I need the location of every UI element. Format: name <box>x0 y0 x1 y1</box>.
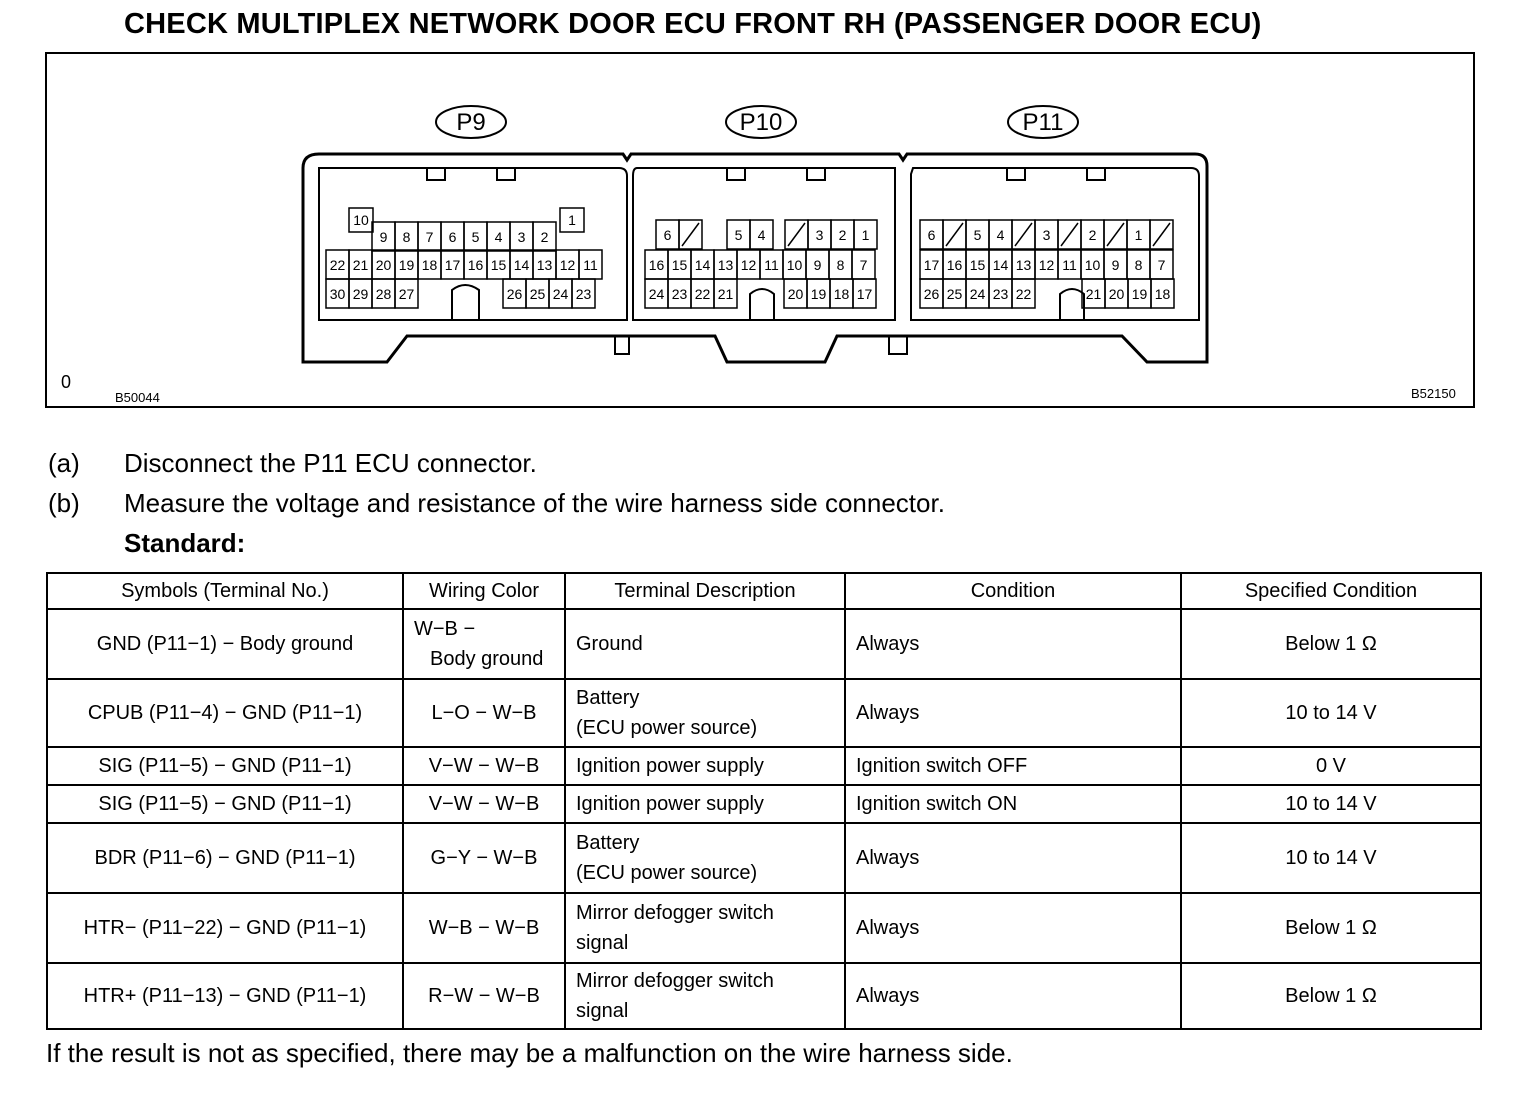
pin-number: 5 <box>471 229 480 245</box>
pin-number: 9 <box>1111 257 1120 273</box>
pin-number: 11 <box>764 257 779 273</box>
cell-wiring-color-line: G−Y − W−B <box>430 847 538 869</box>
cell-wiring-color-line: W−B − W−B <box>428 917 540 939</box>
cell-symbol <box>47 747 403 785</box>
cell-wiring-color-line: W−B − <box>414 618 476 640</box>
cell-terminal-description-line: Ignition power supply <box>576 755 764 777</box>
pin-number: 15 <box>490 257 507 273</box>
cell-specified-condition <box>1181 747 1481 785</box>
pin-number: 2 <box>540 229 549 245</box>
table-row <box>47 609 1481 679</box>
pin-number: 15 <box>671 257 688 273</box>
cell-terminal-description-line: Ignition power supply <box>576 793 764 815</box>
connector-drawing <box>47 54 1477 410</box>
pin-number: 18 <box>833 286 850 302</box>
pin-number: 21 <box>1085 286 1102 302</box>
cell-symbol-line: HTR− (P11−22) − GND (P11−1) <box>83 917 367 939</box>
cell-terminal-description <box>565 747 845 785</box>
cell-terminal-description-line: Ground <box>576 633 643 655</box>
pin-number: 19 <box>1131 286 1148 302</box>
figure-code-left: B50044 <box>115 390 160 405</box>
pin-number: 16 <box>648 257 665 273</box>
cell-wiring-color-line: V−W − W−B <box>428 793 540 815</box>
pin-number: 2 <box>838 227 847 243</box>
cell-condition <box>845 963 1181 1029</box>
table-row <box>47 679 1481 747</box>
pin-number: 22 <box>329 257 346 273</box>
cell-condition-line: Always <box>856 633 920 655</box>
pin-number: 13 <box>1015 257 1032 273</box>
pin-number: 1 <box>1134 227 1143 243</box>
cell-condition-line: Always <box>856 702 920 724</box>
pin-number: 22 <box>1015 286 1032 302</box>
pin-number: 11 <box>1062 257 1077 273</box>
cell-symbol-line: SIG (P11−5) − GND (P11−1) <box>98 755 352 777</box>
pin-number: 24 <box>552 286 569 302</box>
cell-specified-condition-line: 10 to 14 V <box>1285 793 1377 815</box>
pin-number: 19 <box>810 286 827 302</box>
pin-number: 13 <box>717 257 734 273</box>
cell-terminal-description <box>565 785 845 823</box>
empty-cavity-mark <box>1061 223 1078 246</box>
pin-number: 6 <box>448 229 457 245</box>
cell-specified-condition <box>1181 609 1481 679</box>
pin-number: 9 <box>379 229 388 245</box>
pin-number: 6 <box>927 227 936 243</box>
pin-number: 11 <box>583 257 598 273</box>
pin-number: 18 <box>421 257 438 273</box>
pin-number: 21 <box>352 257 369 273</box>
step-text: Measure the voltage and resistance of the wire harness side connector. <box>124 488 945 518</box>
cell-specified-condition <box>1181 785 1481 823</box>
cell-terminal-description-line: Mirror defogger switch <box>576 902 774 924</box>
column-header: Wiring Color <box>403 573 565 609</box>
connector-labels <box>436 106 1078 138</box>
empty-cavity-mark <box>682 223 699 246</box>
cell-wiring-color <box>403 747 565 785</box>
cell-condition-line: Always <box>856 985 920 1007</box>
cell-specified-condition-line: 10 to 14 V <box>1285 847 1377 869</box>
cell-terminal-description-line: signal <box>576 932 629 954</box>
pin-number: 7 <box>859 257 868 273</box>
column-header: Specified Condition <box>1181 573 1481 609</box>
cell-wiring-color <box>403 823 565 893</box>
pin-number: 16 <box>467 257 484 273</box>
cell-symbol-line: SIG (P11−5) − GND (P11−1) <box>98 793 352 815</box>
pin-number: 30 <box>329 286 346 302</box>
pin-number: 10 <box>353 212 369 228</box>
column-header: Condition <box>845 573 1181 609</box>
pin-number: 2 <box>1088 227 1097 243</box>
cell-terminal-description-line: Battery <box>576 687 640 709</box>
pin-number: 4 <box>494 229 503 245</box>
cell-symbol <box>47 679 403 747</box>
cell-wiring-color <box>403 893 565 963</box>
footer-note: If the result is not as specified, there may be a malfunction on the wire harness side. <box>46 1038 1013 1068</box>
pin-number: 20 <box>375 257 392 273</box>
pin-number: 25 <box>946 286 963 302</box>
pin-number: 25 <box>529 286 546 302</box>
pin-number: 8 <box>402 229 411 245</box>
pin-number: 23 <box>575 286 592 302</box>
step-label: (b) <box>48 488 80 518</box>
cell-symbol <box>47 963 403 1029</box>
pin-number: 28 <box>375 286 392 302</box>
table-row <box>47 893 1481 963</box>
empty-cavity-mark <box>1107 223 1124 246</box>
step-text: Disconnect the P11 ECU connector. <box>124 448 537 478</box>
table-body <box>47 609 1481 1029</box>
specification-table <box>46 572 1482 1030</box>
figure-code-right: B52150 <box>1411 386 1456 401</box>
cell-terminal-description <box>565 609 845 679</box>
table-row <box>47 747 1481 785</box>
pin-number: 7 <box>425 229 434 245</box>
pin-number: 20 <box>1108 286 1125 302</box>
cell-wiring-color <box>403 679 565 747</box>
pin-number: 20 <box>787 286 804 302</box>
cell-condition <box>845 785 1181 823</box>
cell-specified-condition-line: Below 1 Ω <box>1285 917 1377 939</box>
corner-mark: 0 <box>61 372 72 392</box>
pin-number: 14 <box>694 257 711 273</box>
pin-number: 12 <box>559 257 576 273</box>
cell-condition-line: Always <box>856 847 920 869</box>
cell-specified-condition <box>1181 963 1481 1029</box>
column-header: Terminal Description <box>565 573 845 609</box>
cell-wiring-color-line: Body ground <box>430 648 544 670</box>
pin-number: 3 <box>815 227 824 243</box>
pin-number: 15 <box>969 257 986 273</box>
connector-label-p11-text: P11 <box>1022 109 1064 136</box>
table-header-row <box>47 573 1481 609</box>
empty-cavity-mark <box>946 223 963 246</box>
pin-number: 23 <box>992 286 1009 302</box>
pin-number: 24 <box>969 286 986 302</box>
pin-number: 1 <box>861 227 870 243</box>
connector-label-p9-text: P9 <box>456 109 486 136</box>
pin-number: 26 <box>506 286 523 302</box>
pin-number: 23 <box>671 286 688 302</box>
cell-terminal-description-line: (ECU power source) <box>576 862 758 884</box>
pin-number: 14 <box>513 257 530 273</box>
cell-condition-line: Always <box>856 917 920 939</box>
pin-number: 1 <box>568 212 576 228</box>
cell-terminal-description-line: Battery <box>576 832 640 854</box>
pin-number: 24 <box>648 286 665 302</box>
pin-number: 22 <box>694 286 711 302</box>
pin-number: 10 <box>786 257 803 273</box>
cell-wiring-color <box>403 785 565 823</box>
column-header: Symbols (Terminal No.) <box>47 573 403 609</box>
cell-specified-condition-line: 0 V <box>1315 755 1347 777</box>
cell-terminal-description <box>565 893 845 963</box>
pin-number: 4 <box>996 227 1005 243</box>
pin-number: 7 <box>1157 257 1166 273</box>
cell-condition-line: Ignition switch ON <box>856 793 1018 815</box>
pin-number: 29 <box>352 286 369 302</box>
cell-terminal-description <box>565 679 845 747</box>
pin-number: 17 <box>923 257 940 273</box>
pin-number: 4 <box>757 227 766 243</box>
pin-number: 17 <box>856 286 873 302</box>
cell-symbol-line: HTR+ (P11−13) − GND (P11−1) <box>83 985 367 1007</box>
pin-number: 9 <box>813 257 822 273</box>
pin-number: 6 <box>663 227 672 243</box>
cell-terminal-description-line: signal <box>576 1000 629 1022</box>
standard-heading: Standard: <box>124 528 246 558</box>
cell-specified-condition <box>1181 679 1481 747</box>
pin-number: 3 <box>1042 227 1051 243</box>
cell-terminal-description-line: (ECU power source) <box>576 717 758 739</box>
empty-cavity-mark <box>1153 223 1170 246</box>
cell-wiring-color-line: R−W − W−B <box>428 985 540 1007</box>
connector-figure <box>45 52 1475 408</box>
pin-number: 12 <box>740 257 757 273</box>
pin-number: 26 <box>923 286 940 302</box>
pin-number: 27 <box>398 286 415 302</box>
pin-number: 10 <box>1084 257 1101 273</box>
pin-number: 13 <box>536 257 553 273</box>
cell-specified-condition <box>1181 823 1481 893</box>
cell-symbol-line: BDR (P11−6) − GND (P11−1) <box>94 847 356 869</box>
table-row <box>47 785 1481 823</box>
cell-condition-line: Ignition switch OFF <box>856 755 1028 777</box>
cell-condition <box>845 747 1181 785</box>
table-row <box>47 963 1481 1029</box>
cell-symbol-line: GND (P11−1) − Body ground <box>96 633 354 655</box>
cell-wiring-color <box>403 609 565 679</box>
cell-wiring-color-line: L−O − W−B <box>431 702 537 724</box>
cell-specified-condition-line: 10 to 14 V <box>1285 702 1377 724</box>
cell-symbol-line: CPUB (P11−4) − GND (P11−1) <box>87 702 363 724</box>
cell-symbol <box>47 823 403 893</box>
cell-symbol <box>47 609 403 679</box>
cell-wiring-color-line: V−W − W−B <box>428 755 540 777</box>
pin-number: 5 <box>734 227 743 243</box>
empty-cavity-mark <box>1015 223 1032 246</box>
pin-number: 18 <box>1154 286 1171 302</box>
pin-number: 8 <box>836 257 845 273</box>
cell-specified-condition-line: Below 1 Ω <box>1285 985 1377 1007</box>
cell-specified-condition <box>1181 893 1481 963</box>
cell-terminal-description-line: Mirror defogger switch <box>576 970 774 992</box>
pin-number: 16 <box>946 257 963 273</box>
cell-symbol <box>47 893 403 963</box>
cell-specified-condition-line: Below 1 Ω <box>1285 633 1377 655</box>
pin-number: 19 <box>398 257 415 273</box>
step-label: (a) <box>48 448 80 478</box>
empty-cavity-mark <box>788 223 805 246</box>
cell-condition <box>845 823 1181 893</box>
pin-number: 21 <box>717 286 734 302</box>
pin-number: 5 <box>973 227 982 243</box>
cell-terminal-description <box>565 823 845 893</box>
cell-wiring-color <box>403 963 565 1029</box>
table-row <box>47 823 1481 893</box>
cell-condition <box>845 679 1181 747</box>
pin-number: 8 <box>1134 257 1143 273</box>
cell-condition <box>845 609 1181 679</box>
cell-symbol <box>47 785 403 823</box>
pin-number: 14 <box>992 257 1009 273</box>
pin-number: 12 <box>1038 257 1055 273</box>
pin-number: 17 <box>444 257 461 273</box>
cell-terminal-description <box>565 963 845 1029</box>
cell-condition <box>845 893 1181 963</box>
page-title: CHECK MULTIPLEX NETWORK DOOR ECU FRONT RH (PASSENGER DOOR ECU) <box>124 8 1262 40</box>
pin-number: 3 <box>517 229 526 245</box>
connector-label-p10-text: P10 <box>739 109 783 136</box>
